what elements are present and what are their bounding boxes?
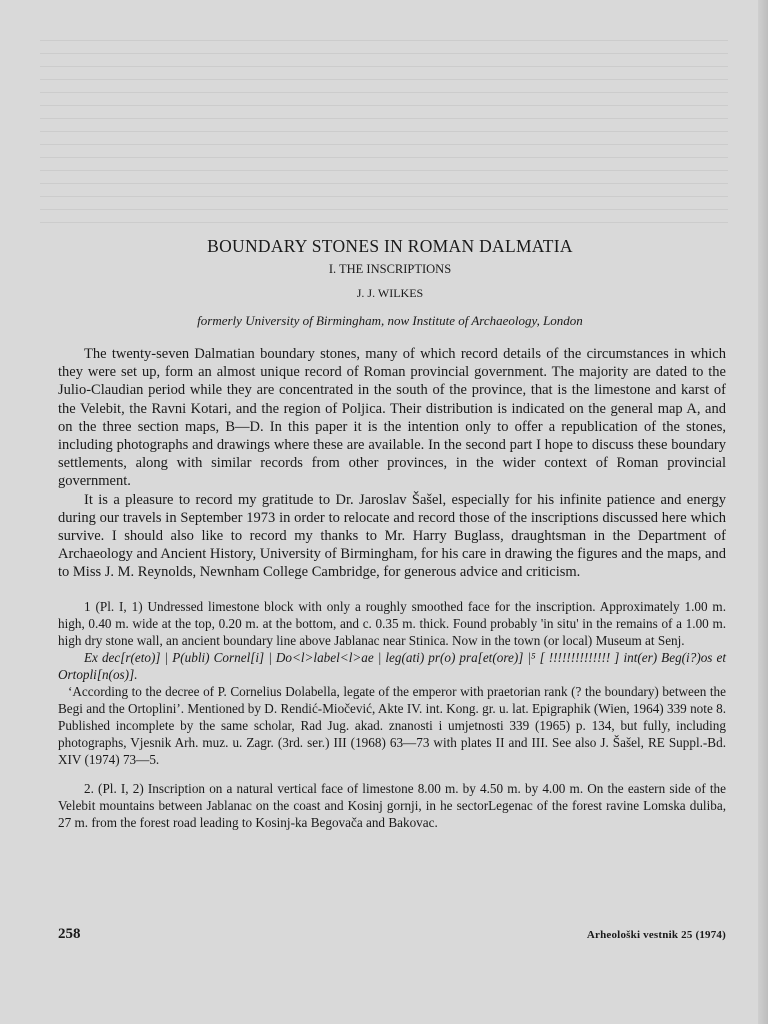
catalogue-entry (58, 598, 726, 768)
entry-description: 2. (Pl. I, 2) Inscription on a natural vertical face of limestone 8.00 m. by 4.50 m. by 4.00 m. On the eastern side of the Velebit mountains between Jablanac on the coast and Kosinj gornji, in he sectorLegenac of the forest ravine Lomska duliba, 27 m. from the forest road leading to Kosinj-ka Begovača and Bakovac. (58, 780, 726, 830)
article-title: BOUNDARY STONES IN ROMAN DALMATIA (207, 236, 573, 256)
entry-description: 1 (Pl. I, 1) Undressed limestone block with only a roughly smoothed face for the inscription. Approximately 1.00 m. high, 0.40 m. wide at the top, 0.20 m. at the bottom, and c. 0.35 m. thick. Found probably 'in situ' in the remains of a 1.00 m. high dry stone wall, an ancient boundary line above Jablanac near Stinica. Now in the town (or local) Museum at Senj. (58, 598, 726, 648)
page-number: 258 (58, 926, 81, 942)
journal-reference: Arheološki vestnik 25 (1974) (586, 929, 726, 941)
article-author: J. J. WILKES (356, 286, 424, 300)
intro-paragraph: The twenty-seven Dalmatian boundary stones, many of which record details of the circumstances in which they were set up, form an almost unique record of Roman provincial government. The majority are dated to the Julio-Claudian period while they are concentrated in the south of the province, that is the limestone and karst of the Velebit, the Ravni Kotari, and the region of Poljica. Their distribution is indicated on the general map A, and on the three section maps, B—D. In this paper it is the intention only to offer a republication of the stones, including photographs and drawings where these are available. In the second part I hope to discuss these boundary settlements, along with similar records from other provinces, in the wider context of Roman provincial government. (58, 346, 726, 490)
page-edge (758, 0, 768, 1024)
introduction (58, 345, 726, 582)
article-subtitle: I. THE INSCRIPTIONS (328, 262, 452, 276)
catalogue-entry (58, 780, 726, 831)
entry-translation: ‘According to the decree of P. Cornelius Dolabella, legate of the emperor with praetorian rank (? the boundary) between the Begi and the Ortoplini’. Mentioned by D. Rendić-Miočević, Akte IV. int. Kong. gr. u. lat. Epigraphik (Wien, 1964) 339 note 8. Published incomplete by the same scholar, Rad Jug. akad. znanosti i umjetnosti 339 (1965) p. 134, but fully, including photographs, Vjesnik Arh. muz. u. Zagr. (3rd. ser.) III (1968) 63—73 with plates II and III. See also J. Šašel, RE Suppl.-Bd. XIV (1974) 73—5. (58, 683, 726, 767)
intro-paragraph: It is a pleasure to record my gratitude to Dr. Jaroslav Šašel, especially for his infinite patience and energy during our travels in September 1973 in order to relocate and record those of the inscriptions discussed here which survive. I should also like to record my thanks to Mr. Harry Buglass, draughtsman in the Department of Archaeology and Ancient History, University of Birmingham, for his care in drawing the figures and the maps, and to Miss J. M. Reynolds, Newnham College Cambridge, for generous advice and criticism. (58, 491, 726, 581)
page-footer (58, 926, 726, 946)
entry-inscription: Ex dec[r(eto)] | P(ubli) Cornel[i] | Do<l>label<l>ae | leg(ati) pr(o) pra[et(ore)] |⁵ [ !!!!!!!!!!!!!! ] int(er) Beg(i?)os et Ortopli[n(os)]. (58, 649, 726, 682)
article-body (58, 345, 726, 843)
show-through-text (40, 40, 728, 230)
author-affiliation: formerly University of Birmingham, now Institute of Archaeology, London (197, 313, 583, 328)
catalogue (58, 598, 726, 831)
